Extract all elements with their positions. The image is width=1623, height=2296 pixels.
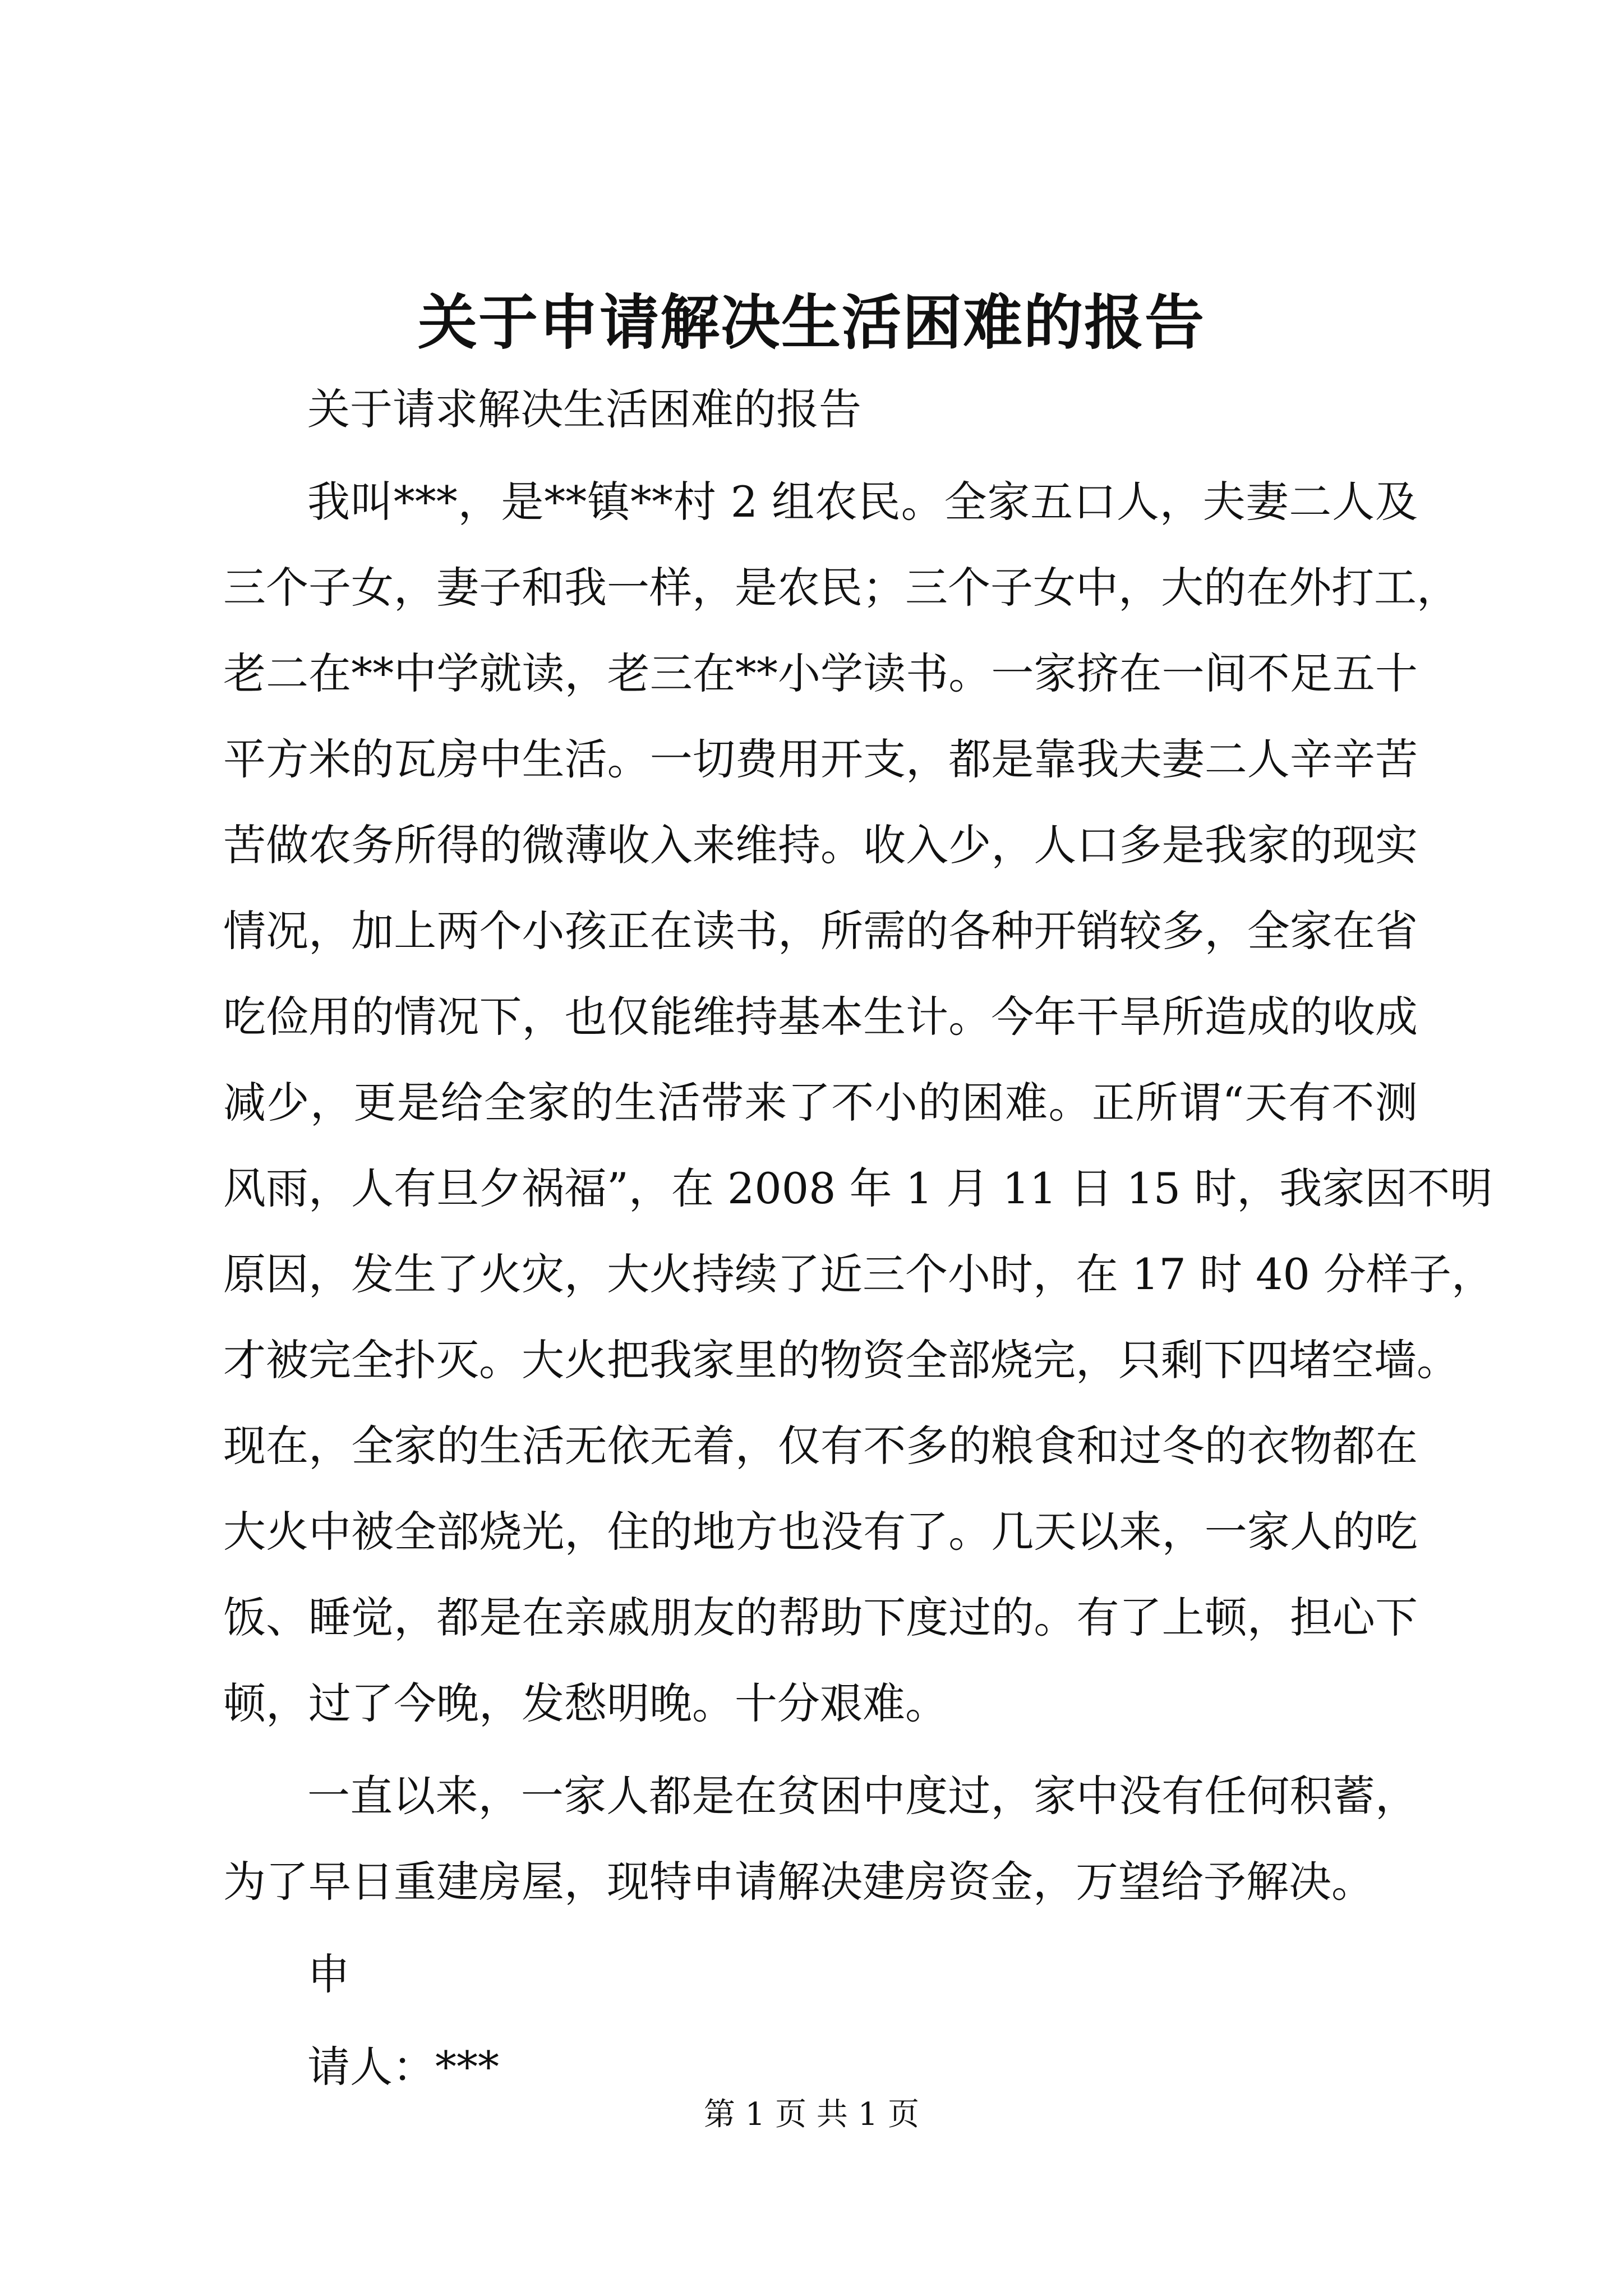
text-line: 现在，全家的生活无依无着，仅有不多的粮食和过冬的衣物都在	[223, 1421, 1418, 1471]
text-line: 原因，发生了火灾，大火持续了近三个小时，在 17 时 40 分样子，	[223, 1249, 1495, 1299]
text-line: 顿，过了今晚，发愁明晚。十分艰难。	[223, 1678, 948, 1728]
text-line: 饭、睡觉，都是在亲戚朋友的帮助下度过的。有了上顿，担心下	[223, 1593, 1418, 1642]
text-line: 一直以来，一家人都是在贫困中度过，家中没有任何积蓄，	[307, 1771, 1418, 1821]
text-line: 我叫***，是**镇**村 2 组农民。全家五口人，夫妻二人及	[307, 477, 1418, 527]
text-line: 为了早日重建房屋，现特申请解决建房资金，万望给予解决。	[223, 1857, 1374, 1907]
text-line: 吃俭用的情况下，也仅能维持基本生计。今年干旱所造成的收成	[223, 992, 1418, 1042]
document-subtitle: 关于请求解决生活困难的报告	[307, 384, 861, 434]
text-line: 情况，加上两个小孩正在读书，所需的各种开销较多，全家在省	[223, 906, 1418, 956]
text-line: 苦做农务所得的微薄收入来维持。收入少，人口多是我家的现实	[223, 820, 1418, 870]
signature-line-1: 申	[307, 1949, 350, 1999]
text-line: 三个子女，妻子和我一样，是农民；三个子女中，大的在外打工，	[223, 563, 1459, 613]
document-title: 关于申请解决生活困难的报告	[418, 287, 1205, 357]
page-footer: 第 1 页 共 1 页	[703, 2096, 920, 2133]
signature-line-2: 请人：***	[307, 2042, 499, 2092]
text-line: 大火中被全部烧光，住的地方也没有了。几天以来，一家人的吃	[223, 1507, 1418, 1557]
text-line: 减少，更是给全家的生活带来了不小的困难。正所谓“天有不测	[223, 1078, 1418, 1128]
text-line: 风雨，人有旦夕祸福”，在 2008 年 1 月 11 日 15 时，我家因不明	[223, 1163, 1493, 1213]
text-line: 老二在**中学就读，老三在**小学读书。一家挤在一间不足五十	[223, 648, 1418, 698]
text-line: 才被完全扑灭。大火把我家里的物资全部烧完，只剩下四堵空墙。	[223, 1335, 1459, 1385]
text-line: 平方米的瓦房中生活。一切费用开支，都是靠我夫妻二人辛辛苦	[223, 734, 1418, 784]
